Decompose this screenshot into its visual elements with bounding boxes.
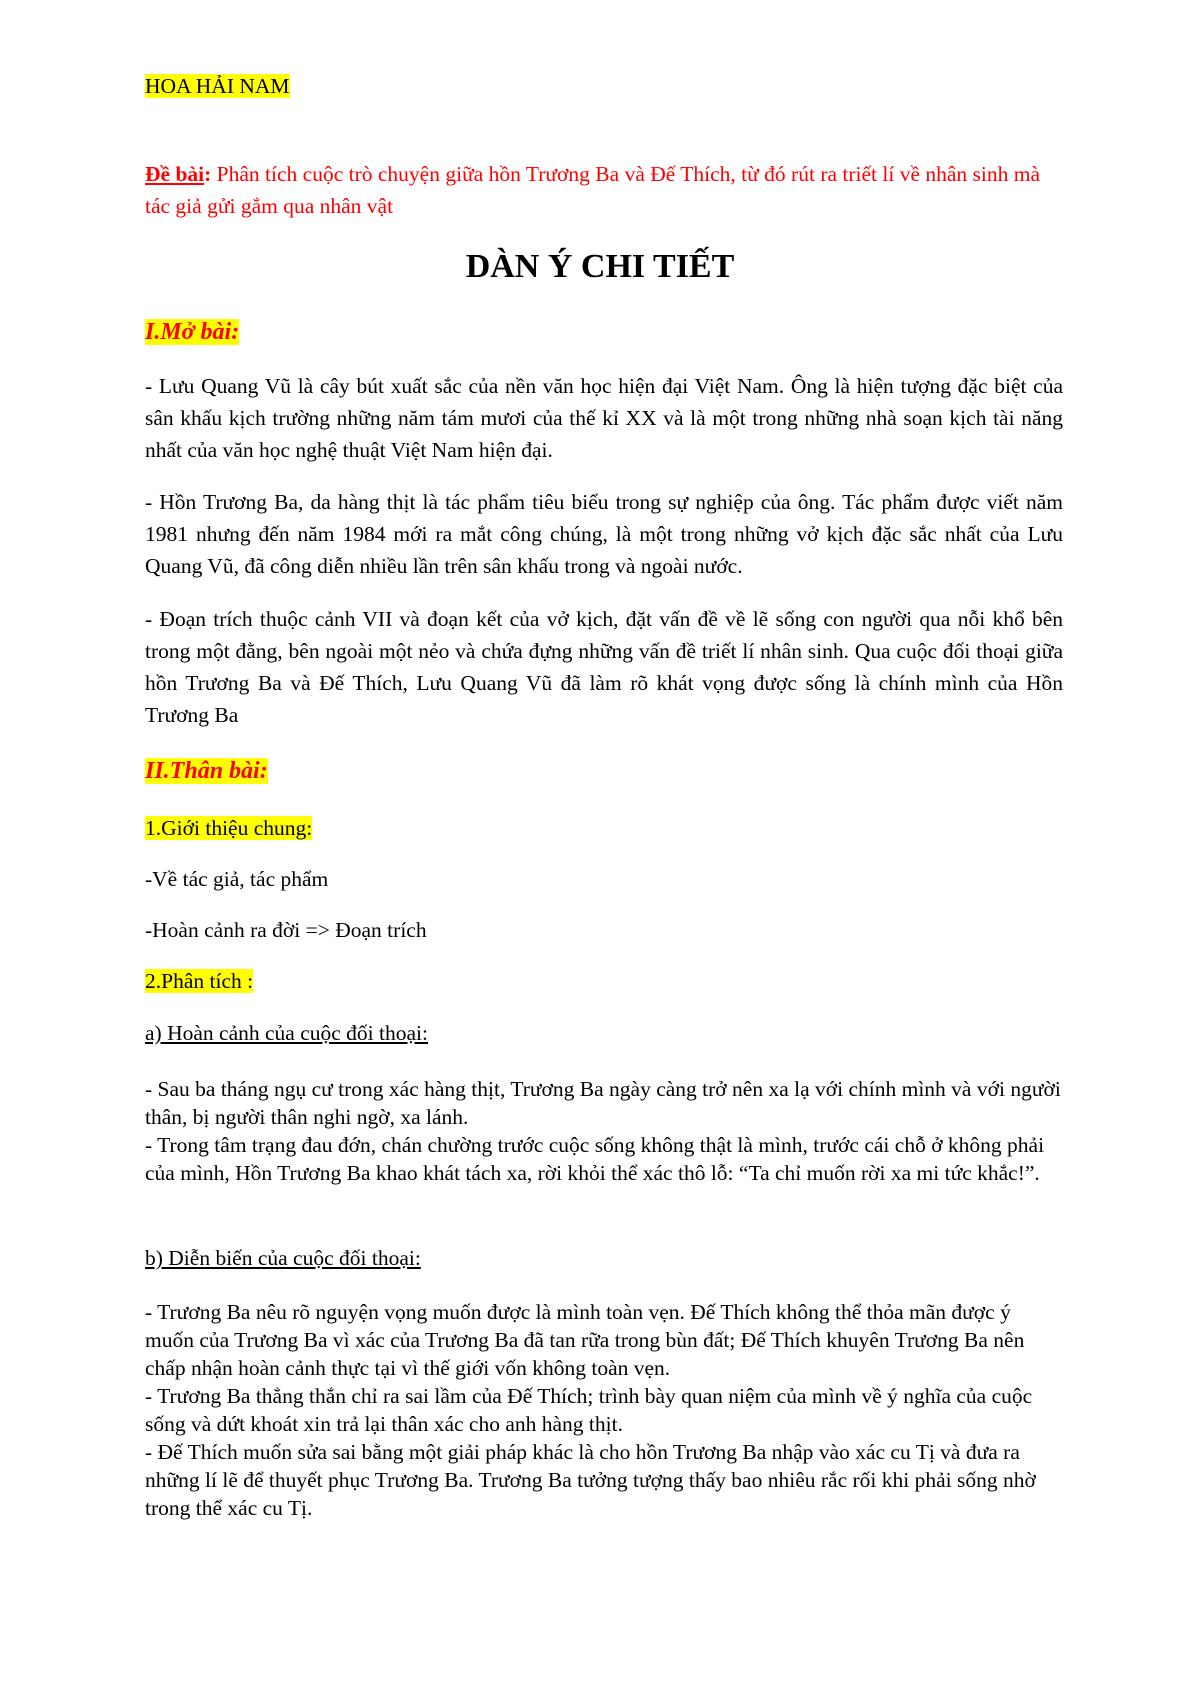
assignment-label: Đề bài (145, 162, 205, 186)
intro-paragraph: - Lưu Quang Vũ là cây bút xuất sắc của nền văn học hiện đại Việt Nam. Ông là hiện tượng đặc biệt của sân khấu kịch trường những năm tám mươi của thế kỉ XX và là một trong những nhà soạn kịch tài năng nhất của văn học nghệ thuật Việt Nam hiện đại. (145, 374, 1063, 462)
list-item: -Về tác giả, tác phẩm (145, 867, 329, 891)
context-item: - Sau ba tháng ngụ cư trong xác hàng thịt, Trương Ba ngày càng trở nên xa lạ với chính mình và với người thân, bị người thân nghi ngờ, xa lánh. (145, 1077, 1061, 1129)
context-heading: a) Hoàn cảnh của cuộc đối thoại: (145, 1021, 428, 1045)
development-item: - Đế Thích muốn sửa sai bằng một giải pháp khác là cho hồn Trương Ba nhập vào xác cu Tị và đưa ra những lí lẽ để thuyết phục Trương Ba. Trương Ba tưởng tượng thấy bao nhiêu rắc rối khi phải sống nhờ trong thể xác cu Tị. (145, 1440, 1036, 1520)
development-item: - Trương Ba thẳng thắn chỉ ra sai lầm của Đế Thích; trình bày quan niệm của mình về ý nghĩa của cuộc sống và dứt khoát xin trả lại thân xác cho anh hàng thịt. (145, 1384, 1033, 1436)
development-heading: b) Diễn biến của cuộc đối thoại: (145, 1246, 421, 1270)
intro-heading: I.Mở bài: (145, 319, 240, 345)
list-item: -Hoàn cảnh ra đời => Đoạn trích (145, 918, 427, 942)
author-name: HOA HẢI NAM (145, 74, 290, 98)
page-title: DÀN Ý CHI TIẾT (465, 248, 735, 285)
context-item: - Trong tâm trạng đau đớn, chán chường trước cuộc sống không thật là mình, trước cái chỗ ở không phải của mình, Hồn Trương Ba khao khát tách xa, rời khỏi thể xác thô lỗ: “Ta chỉ muốn rời xa mi tức khắc!”. (145, 1133, 1045, 1185)
intro-paragraph: - Đoạn trích thuộc cảnh VII và đoạn kết của vở kịch, đặt vấn đề về lẽ sống con người qua nỗi khổ bên trong một đằng, bên ngoài một nẻo và chứa đựng những vấn đề triết lí nhân sinh. Qua cuộc đối thoại giữa hồn Trương Ba và Đế Thích, Lưu Quang Vũ đã làm rõ khát vọng được sống là chính mình của Hồn Trương Ba (145, 607, 1063, 727)
author-line (145, 70, 1063, 102)
development-item: - Trương Ba nêu rõ nguyện vọng muốn được là mình toàn vẹn. Đế Thích không thể thỏa mãn được ý muốn của Trương Ba vì xác của Trương Ba đã tan rữa trong bùn đất; Đế Thích khuyên Trương Ba nên chấp nhận hoàn cảnh thực tại vì thế giới vốn không toàn vẹn. (145, 1300, 1025, 1380)
assignment-prompt: Đề bài: Phân tích cuộc trò chuyện giữa hồn Trương Ba và Đế Thích, từ đó rút ra triết lí về nhân sinh mà tác giả gửi gắm qua nhân vật (145, 162, 1041, 218)
body-heading: II.Thân bài: (145, 758, 268, 784)
analysis-heading: 2.Phân tích : (145, 969, 254, 993)
intro-paragraph: - Hồn Trương Ba, da hàng thịt là tác phẩm tiêu biểu trong sự nghiệp của ông. Tác phẩm được viết năm 1981 nhưng đến năm 1984 mới ra mắt công chúng, là một trong những vở kịch đặc sắc nhất của Lưu Quang Vũ, đã công diễn nhiều lần trên sân khấu trong và ngoài nước. (145, 490, 1063, 578)
general-intro-heading: 1.Giới thiệu chung: (145, 816, 313, 840)
assignment-text: Phân tích cuộc trò chuyện giữa hồn Trương Ba và Đế Thích, từ đó rút ra triết lí về nhân sinh mà tác giả gửi gắm qua nhân vật (145, 162, 1041, 218)
